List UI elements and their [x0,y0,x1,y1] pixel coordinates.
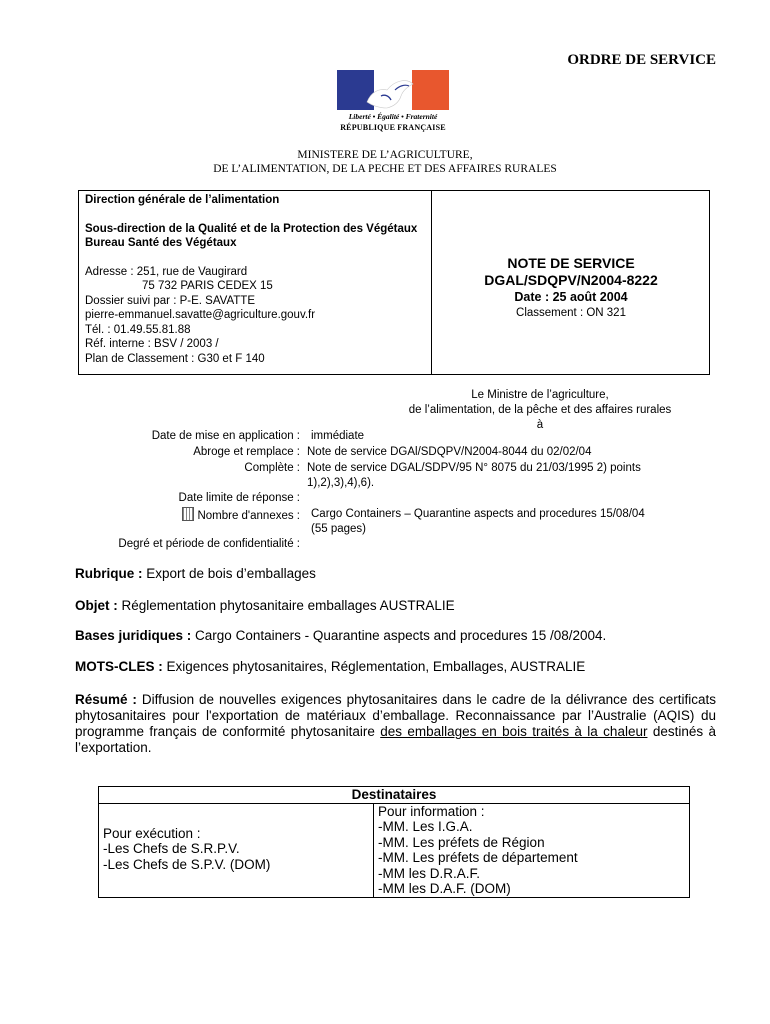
information-item: -MM les D.A.F. (DOM) [378,881,511,896]
plan-classement: Plan de Classement : G30 et F 140 [85,352,265,365]
bases-value: Cargo Containers - Quarantine aspects and procedures 15 /08/2004. [191,628,607,643]
objet-label: Objet : [75,598,118,613]
paperclip-icon [182,507,194,521]
resume-underlined: des emballages en bois traités à la chaleur [380,724,648,739]
minister-line-3: à [536,419,544,431]
header-box [78,190,710,375]
annexes-label-row [0,507,300,524]
mots-cles-value: Exigences phytosanitaires, Réglementation, Emballages, AUSTRALIE [162,659,586,674]
note-info [432,255,710,320]
limite-label: Date limite de réponse : [178,492,300,504]
reference-interne: Réf. interne : BSV / 2003 / [85,338,219,350]
information-item: -MM. Les I.G.A. [378,819,473,834]
ministry-line-2: DE L’ALIMENTATION, DE LA PECHE ET DES AFFAIRES RURALES [213,163,557,175]
metadata-block [0,429,770,554]
republique-francaise-logo [337,70,449,136]
marianne-flag-icon [337,70,449,110]
execution-item: -Les Chefs de S.P.V. (DOM) [103,856,271,872]
dossier: Dossier suivi par : P-E. SAVATTE [85,294,255,307]
mise-label: Date de mise en application : [151,430,300,442]
objet-value: Réglementation phytosanitaire emballages AUSTRALIE [117,598,455,613]
degre-label: Degré et période de confidentialité : [118,538,300,550]
information-item: -MM. Les préfets de département [378,850,578,865]
resume-label: Résumé : [75,692,137,707]
mise-value: immédiate [311,430,365,442]
bureau: Bureau Santé des Végétaux [85,237,237,249]
rubrique-value: Export de bois d’emballages [142,566,316,581]
document-type-title: ORDRE DE SERVICE [567,52,716,68]
adresse-line-2: 75 732 PARIS CEDEX 15 [142,280,273,292]
resume-end: destinés à l’exportation. [75,724,716,755]
note-reference: DGAL/SDQPV/N2004-8222 [484,272,658,288]
note-title: NOTE DE SERVICE [507,255,635,271]
information-item: Pour information : [378,803,485,819]
annexes-label: Nombre d'annexes : [197,510,300,522]
abroge-value: Note de service DGAl/SDQPV/N2004-8044 du 02/02/04 [307,446,592,458]
direction: Direction générale de l’alimentation [85,194,280,206]
complete-value-1: Note de service DGAL/SDPV/95 N° 8075 du 21/03/1995 2) points [307,462,641,474]
adresse-line-1: Adresse : 251, rue de Vaugirard [85,265,248,278]
logo-motto: Liberté • Égalité • Fraternité [348,112,438,121]
bases-label: Bases juridiques : [75,628,192,643]
objet-line [75,598,455,613]
sous-direction: Sous-direction de la Qualité et de la Protection des Végétaux [85,222,418,235]
ministry-heading [0,148,770,176]
destinataires-title: Destinataires [99,787,690,804]
minister-address [370,388,710,433]
resume-text: Diffusion de nouvelles exigences phytosanitaires dans le cadre de la délivrance des certificats phytosanitaires pour l'exportation de matériaux d’emballage. Reconnaissance par l’Australie (AQIS) du programme français de conformité phytosanitaire [75,692,716,739]
logo-republique: RÉPUBLIQUE FRANÇAISE [340,123,446,132]
resume-paragraph [75,692,716,756]
telephone: Tél. : 01.49.55.81.88 [85,323,191,336]
execution-item: Pour exécution : [103,825,201,841]
complete-label: Complète : [244,462,300,474]
rubrique-label: Rubrique : [75,566,143,581]
execution-cell [99,803,374,897]
bases-line [75,628,606,643]
abroge-label: Abroge et remplace : [193,446,300,458]
annexes-value-1: Cargo Containers – Quarantine aspects and procedures 15/08/04 [311,508,645,520]
minister-line-2: de l’alimentation, de la pêche et des affaires rurales [408,404,672,416]
classement: Classement : ON 321 [516,307,626,319]
information-item: -MM les D.R.A.F. [378,865,481,881]
sender-info [85,193,425,366]
minister-line-1: Le Ministre de l’agriculture, [471,389,609,401]
destinataires-table [98,786,690,898]
mots-cles-label: MOTS-CLES : [75,659,163,674]
information-cell [374,803,690,897]
annexes-value-2: (55 pages) [311,523,366,535]
execution-item: -Les Chefs de S.R.P.V. [103,841,240,856]
mots-cles-line [75,659,585,674]
ministry-line-1: MINISTERE DE L’AGRICULTURE, [297,149,473,161]
email: pierre-emmanuel.savatte@agriculture.gouv.fr [85,309,316,321]
rubrique-line [75,566,316,581]
information-item: -MM. Les préfets de Région [378,834,545,850]
complete-value-2: 1),2),3),4),6). [307,477,375,489]
note-date: Date : 25 août 2004 [514,290,628,304]
